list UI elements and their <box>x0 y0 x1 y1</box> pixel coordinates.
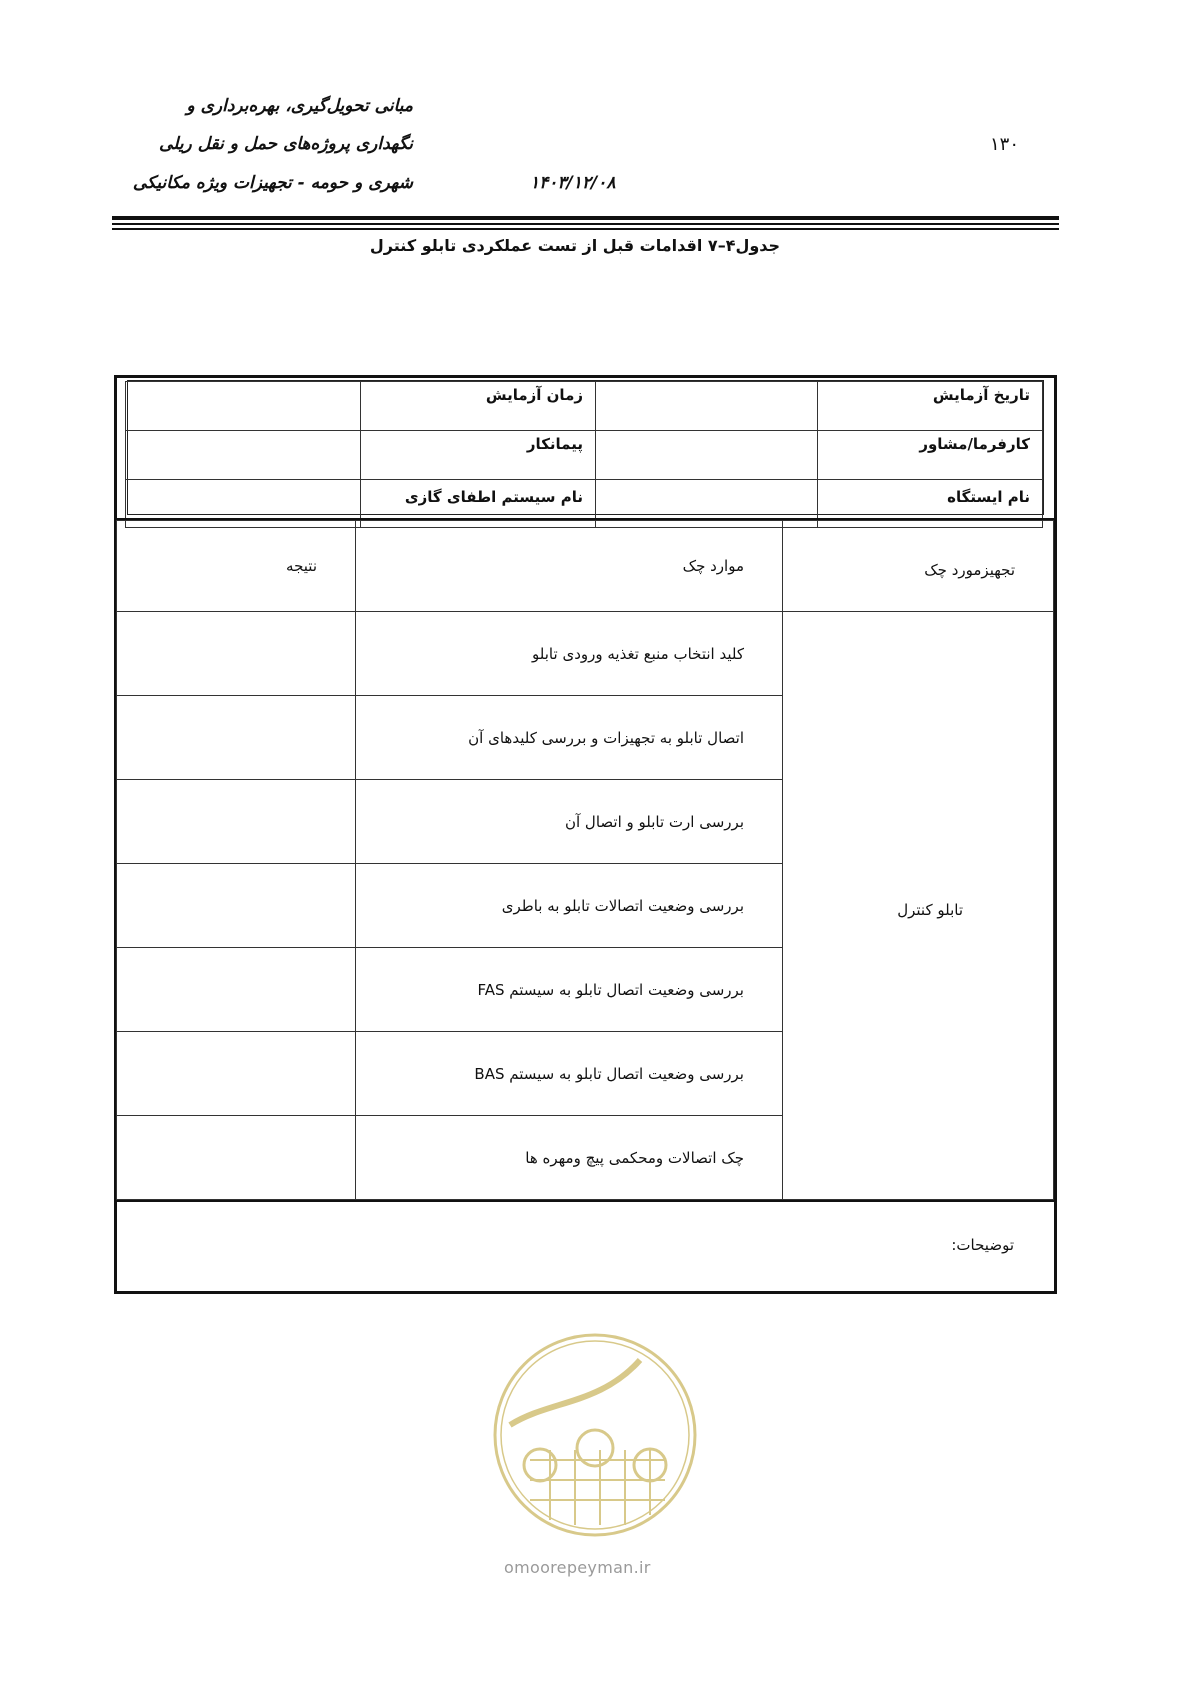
header-line-1: مبانی تحویل‌گیری، بهره‌برداری و <box>186 96 413 116</box>
contractor-label: پیمانکار <box>361 431 596 480</box>
items-header: موارد چک <box>356 521 783 612</box>
page-number: ۱۳۰ <box>990 134 1020 155</box>
result-cell[interactable] <box>117 696 356 780</box>
check-item: بررسی وضعیت اتصال تابلو به سیستم BAS <box>356 1032 783 1116</box>
check-item: چک اتصالات ومحکمی پیچ ومهره ها <box>356 1116 783 1200</box>
system-label: نام سیستم اطفای گازی <box>361 480 596 528</box>
check-item: اتصال تابلو به تجهیزات و بررسی کلیدهای آن <box>356 696 783 780</box>
check-item: بررسی ارت تابلو و اتصال آن <box>356 780 783 864</box>
info-table <box>127 380 1044 515</box>
header-rule-thick <box>112 216 1059 220</box>
employer-label: کارفرما/مشاور <box>818 431 1043 480</box>
result-cell[interactable] <box>117 780 356 864</box>
result-cell[interactable] <box>117 612 356 696</box>
result-cell[interactable] <box>117 1116 356 1200</box>
header-rule-thin-1 <box>112 223 1059 225</box>
table-caption: جدول۴–۷ اقدامات قبل از تست عملکردی تابلو کنترل <box>369 236 781 255</box>
equipment-header: تجهیزمورد چک <box>783 521 1054 612</box>
test-date-label: تاریخ آزمایش <box>818 382 1043 431</box>
test-date-value[interactable] <box>596 382 818 431</box>
watermark-url: omoorepeyman.ir <box>504 1558 651 1577</box>
contractor-value[interactable] <box>126 431 361 480</box>
check-item: بررسی وضعیت اتصالات تابلو به باطری <box>356 864 783 948</box>
test-time-value[interactable] <box>126 382 361 431</box>
equipment-cell: تابلو کنترل <box>783 612 1054 1200</box>
station-label: نام ایستگاه <box>818 480 1043 528</box>
watermark-logo <box>490 1330 700 1540</box>
check-item: بررسی وضعیت اتصال تابلو به سیستم FAS <box>356 948 783 1032</box>
notes-label: توضیحات: <box>951 1236 1014 1254</box>
check-item: کلید انتخاب منبع تغذیه ورودی تابلو <box>356 612 783 696</box>
result-cell[interactable] <box>117 1032 356 1116</box>
test-form <box>114 375 1057 1294</box>
test-time-label: زمان آزمایش <box>361 382 596 431</box>
result-header: نتیجه <box>117 521 356 612</box>
header-rule-thin-2 <box>112 228 1059 230</box>
header-line-3: شهری و حومه - تجهیزات ویژه مکانیکی <box>132 173 413 193</box>
employer-value[interactable] <box>596 431 818 480</box>
header-line-2: نگهداری پروژه‌های حمل و نقل ریلی <box>159 134 413 154</box>
result-cell[interactable] <box>117 864 356 948</box>
checklist-table <box>117 518 1054 1202</box>
result-cell[interactable] <box>117 948 356 1032</box>
header-date: ۱۴۰۳/۱۲/۰۸ <box>530 173 616 193</box>
